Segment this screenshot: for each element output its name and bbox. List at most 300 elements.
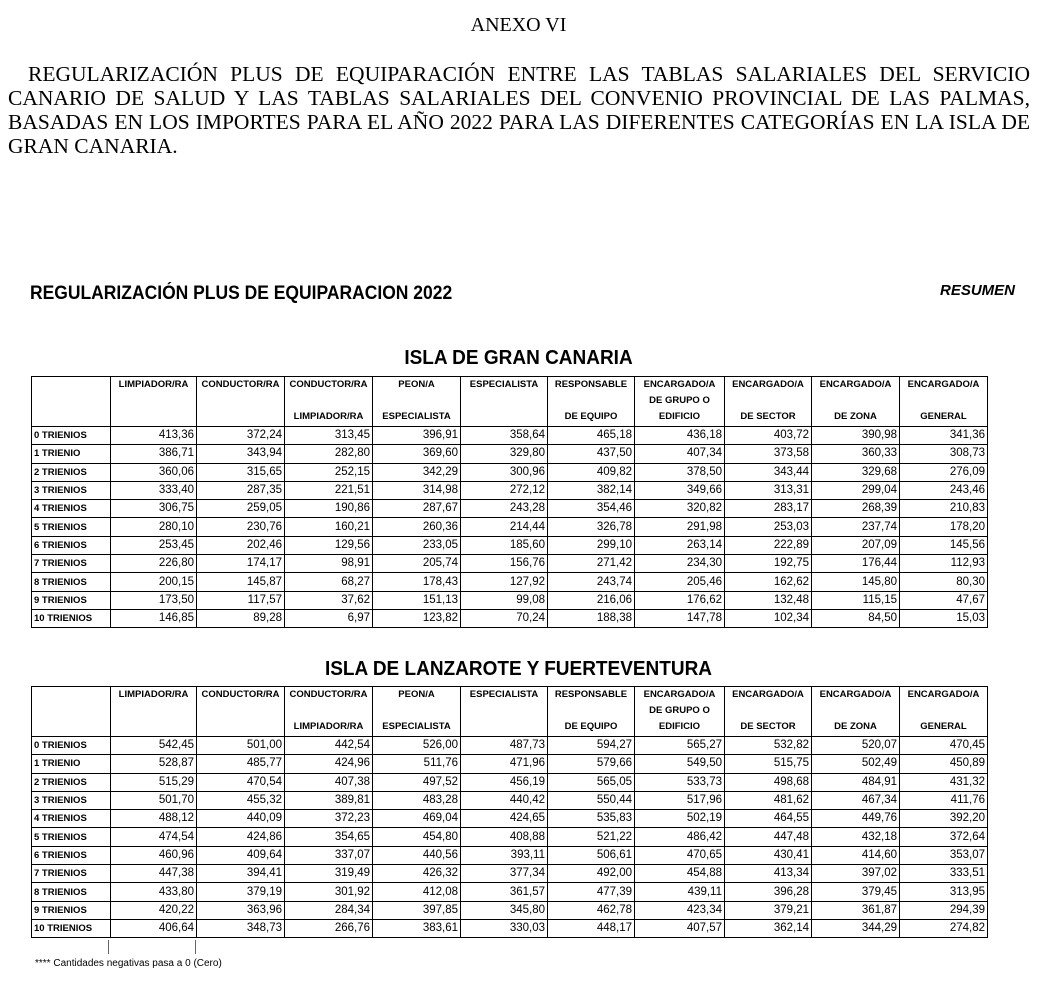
table-cell: 379,45 <box>812 883 900 901</box>
table-cell: 397,02 <box>812 865 900 883</box>
table-cell: 432,18 <box>812 828 900 846</box>
table-cell: 341,36 <box>900 427 988 445</box>
row-label: 1 TRIENIO <box>32 445 111 463</box>
column-header-line1: ENCARGADO/A <box>907 689 980 700</box>
table-cell: 145,56 <box>900 536 988 554</box>
table-cell: 379,19 <box>197 883 285 901</box>
table-cell: 462,78 <box>548 901 635 919</box>
table-row <box>32 919 988 937</box>
column-header-line1: CONDUCTOR/RA <box>201 689 280 700</box>
row-label: 4 TRIENIOS <box>32 810 111 828</box>
table-cell: 282,80 <box>285 445 373 463</box>
table-cell: 423,34 <box>635 901 725 919</box>
table-cell: 358,64 <box>461 427 548 445</box>
table-cell: 243,74 <box>548 573 635 591</box>
table-cell: 424,86 <box>197 828 285 846</box>
table-cell: 291,98 <box>635 518 725 536</box>
table-cell: 437,50 <box>548 445 635 463</box>
column-header-line2: LIMPIADOR/RA <box>293 411 364 422</box>
table-cell: 442,54 <box>285 737 373 755</box>
table-cell: 397,85 <box>373 901 461 919</box>
table-cell: 210,83 <box>900 500 988 518</box>
table-cell: 497,52 <box>373 773 461 791</box>
table-cell: 253,03 <box>725 518 812 536</box>
table-row <box>32 536 988 554</box>
table-cell: 178,43 <box>373 573 461 591</box>
table-cell: 406,64 <box>111 919 197 937</box>
table-cell: 226,80 <box>111 555 197 573</box>
column-header-line1: RESPONSABLE <box>554 689 628 700</box>
table-cell: 542,45 <box>111 737 197 755</box>
table-cell: 485,77 <box>197 755 285 773</box>
column-header <box>635 377 725 427</box>
column-header-line1: PEON/A <box>398 689 435 700</box>
table-cell: 455,32 <box>197 791 285 809</box>
table-cell: 315,65 <box>197 463 285 481</box>
table-cell: 354,65 <box>285 828 373 846</box>
table-cell: 393,11 <box>461 846 548 864</box>
table-lanzarote-fuerteventura <box>31 686 988 938</box>
table-cell: 283,17 <box>725 500 812 518</box>
table-cell: 386,71 <box>111 445 197 463</box>
table-cell: 174,17 <box>197 555 285 573</box>
table-cell: 454,80 <box>373 828 461 846</box>
table-row <box>32 445 988 463</box>
table-cell: 362,14 <box>725 919 812 937</box>
table-cell: 234,30 <box>635 555 725 573</box>
table-cell: 447,48 <box>725 828 812 846</box>
table-cell: 517,96 <box>635 791 725 809</box>
table-cell: 454,88 <box>635 865 725 883</box>
column-header <box>812 377 900 427</box>
table-cell: 440,56 <box>373 846 461 864</box>
table-row <box>32 828 988 846</box>
column-header-line1: ENCARGADO/A <box>732 689 804 700</box>
table-cell: 343,94 <box>197 445 285 463</box>
column-header-line1: PEON/A <box>398 379 435 390</box>
table-cell: 353,07 <box>900 846 988 864</box>
table-cell: 200,15 <box>111 573 197 591</box>
table-cell: 483,28 <box>373 791 461 809</box>
column-header-line2: DE EQUIPO <box>564 411 618 422</box>
table-cell: 465,18 <box>548 427 635 445</box>
table-cell: 436,18 <box>635 427 725 445</box>
table-cell: 252,15 <box>285 463 373 481</box>
table-cell: 68,27 <box>285 573 373 591</box>
column-header-line1: ENCARGADO/A <box>907 379 980 390</box>
divider <box>195 940 196 954</box>
row-label: 5 TRIENIOS <box>32 518 111 536</box>
column-header-line1: CONDUCTOR/RA <box>289 379 368 390</box>
row-label: 0 TRIENIOS <box>32 427 111 445</box>
table-cell: 84,50 <box>812 609 900 627</box>
table-cell: 460,96 <box>111 846 197 864</box>
table-cell: 348,73 <box>197 919 285 937</box>
table-cell: 319,49 <box>285 865 373 883</box>
table-cell: 47,67 <box>900 591 988 609</box>
column-header <box>373 377 461 427</box>
table-cell: 37,62 <box>285 591 373 609</box>
table-cell: 470,54 <box>197 773 285 791</box>
table-row <box>32 518 988 536</box>
table-cell: 329,80 <box>461 445 548 463</box>
header-row <box>32 687 988 737</box>
table-cell: 565,27 <box>635 737 725 755</box>
column-header-line2: DE ZONA <box>834 721 877 732</box>
table-row <box>32 609 988 627</box>
table-cell: 230,76 <box>197 518 285 536</box>
table-cell: 185,60 <box>461 536 548 554</box>
table-cell: 378,50 <box>635 463 725 481</box>
row-label: 5 TRIENIOS <box>32 828 111 846</box>
table-cell: 382,14 <box>548 481 635 499</box>
column-header-line2: EDIFICIO <box>658 721 701 732</box>
column-header <box>197 377 285 427</box>
column-header-line2: GENERAL <box>920 411 967 422</box>
table-cell: 433,80 <box>111 883 197 901</box>
column-header-line1: CONDUCTOR/RA <box>201 379 280 390</box>
table-title-lanzarote-fuerteventura: ISLA DE LANZAROTE Y FUERTEVENTURA <box>324 658 713 680</box>
table-cell: 360,33 <box>812 445 900 463</box>
column-header <box>548 377 635 427</box>
table-cell: 373,58 <box>725 445 812 463</box>
row-label: 1 TRIENIO <box>32 755 111 773</box>
column-header-line1: ENCARGADO/A <box>819 379 892 390</box>
table-cell: 313,31 <box>725 481 812 499</box>
table-cell: 486,42 <box>635 828 725 846</box>
table-cell: 202,46 <box>197 536 285 554</box>
table-cell: 343,44 <box>725 463 812 481</box>
column-header <box>285 687 373 737</box>
table-cell: 314,98 <box>373 481 461 499</box>
table-cell: 471,96 <box>461 755 548 773</box>
table-cell: 6,97 <box>285 609 373 627</box>
table-cell: 407,57 <box>635 919 725 937</box>
table-cell: 222,89 <box>725 536 812 554</box>
annex-heading: ANEXO VI <box>470 14 567 36</box>
table-cell: 117,57 <box>197 591 285 609</box>
table-cell: 515,75 <box>725 755 812 773</box>
column-header-line2: GENERAL <box>920 721 967 732</box>
table-cell: 127,92 <box>461 573 548 591</box>
row-label: 8 TRIENIOS <box>32 573 111 591</box>
table-cell: 263,14 <box>635 536 725 554</box>
row-label: 7 TRIENIOS <box>32 865 111 883</box>
table-cell: 448,17 <box>548 919 635 937</box>
table-cell: 411,76 <box>900 791 988 809</box>
table-cell: 337,07 <box>285 846 373 864</box>
table-gran-canaria <box>31 376 988 628</box>
table-cell: 372,24 <box>197 427 285 445</box>
row-label: 2 TRIENIOS <box>32 773 111 791</box>
table-cell: 521,22 <box>548 828 635 846</box>
column-header <box>285 377 373 427</box>
table-cell: 440,09 <box>197 810 285 828</box>
table-cell: 447,38 <box>111 865 197 883</box>
table-cell: 424,96 <box>285 755 373 773</box>
table-cell: 98,91 <box>285 555 373 573</box>
row-label: 9 TRIENIOS <box>32 901 111 919</box>
table-cell: 333,51 <box>900 865 988 883</box>
table-cell: 412,08 <box>373 883 461 901</box>
row-label: 8 TRIENIOS <box>32 883 111 901</box>
table-cell: 394,41 <box>197 865 285 883</box>
column-header-line2: DE SECTOR <box>740 721 796 732</box>
table-cell: 190,86 <box>285 500 373 518</box>
row-label: 0 TRIENIOS <box>32 737 111 755</box>
table-cell: 313,95 <box>900 883 988 901</box>
table-cell: 173,50 <box>111 591 197 609</box>
table-cell: 123,82 <box>373 609 461 627</box>
column-header-line2: LIMPIADOR/RA <box>293 721 364 732</box>
table-cell: 492,00 <box>548 865 635 883</box>
header-row <box>32 377 988 427</box>
table-cell: 342,29 <box>373 463 461 481</box>
table-cell: 363,96 <box>197 901 285 919</box>
column-header <box>635 687 725 737</box>
table-cell: 294,39 <box>900 901 988 919</box>
table-cell: 253,45 <box>111 536 197 554</box>
table-cell: 151,13 <box>373 591 461 609</box>
table-cell: 396,28 <box>725 883 812 901</box>
table-row <box>32 755 988 773</box>
table-cell: 469,04 <box>373 810 461 828</box>
table-cell: 243,28 <box>461 500 548 518</box>
table-cell: 532,82 <box>725 737 812 755</box>
column-header-line1: ESPECIALISTA <box>469 379 539 390</box>
table-cell: 372,64 <box>900 828 988 846</box>
table-cell: 80,30 <box>900 573 988 591</box>
table-cell: 431,32 <box>900 773 988 791</box>
table-cell: 147,78 <box>635 609 725 627</box>
table-row <box>32 591 988 609</box>
column-header <box>111 377 197 427</box>
column-header-line2: EDIFICIO <box>658 411 701 422</box>
table-cell: 354,46 <box>548 500 635 518</box>
table-cell: 420,22 <box>111 901 197 919</box>
table-cell: 392,20 <box>900 810 988 828</box>
table-cell: 313,45 <box>285 427 373 445</box>
table-cell: 259,05 <box>197 500 285 518</box>
table-cell: 528,87 <box>111 755 197 773</box>
table-cell: 330,03 <box>461 919 548 937</box>
table-cell: 145,87 <box>197 573 285 591</box>
table-cell: 413,34 <box>725 865 812 883</box>
row-label: 9 TRIENIOS <box>32 591 111 609</box>
row-label: 3 TRIENIOS <box>32 481 111 499</box>
table-cell: 464,55 <box>725 810 812 828</box>
table-cell: 308,73 <box>900 445 988 463</box>
table-cell: 216,06 <box>548 591 635 609</box>
row-label: 7 TRIENIOS <box>32 555 111 573</box>
table-cell: 506,61 <box>548 846 635 864</box>
table-row <box>32 737 988 755</box>
table-cell: 287,35 <box>197 481 285 499</box>
table-cell: 484,91 <box>812 773 900 791</box>
table-cell: 214,44 <box>461 518 548 536</box>
table-row <box>32 901 988 919</box>
table-cell: 360,06 <box>111 463 197 481</box>
table-cell: 439,11 <box>635 883 725 901</box>
main-title: REGULARIZACIÓN PLUS DE EQUIPARACION 2022 <box>30 283 453 304</box>
table-cell: 162,62 <box>725 573 812 591</box>
table-cell: 377,34 <box>461 865 548 883</box>
table-row <box>32 810 988 828</box>
table-cell: 132,48 <box>725 591 812 609</box>
table-cell: 430,41 <box>725 846 812 864</box>
table-cell: 361,57 <box>461 883 548 901</box>
table-cell: 389,81 <box>285 791 373 809</box>
row-label: 2 TRIENIOS <box>32 463 111 481</box>
column-header-line1: ENCARGADO/A DE GRUPO O <box>643 379 716 406</box>
table-row <box>32 791 988 809</box>
table-cell: 70,24 <box>461 609 548 627</box>
table-row <box>32 883 988 901</box>
table-cell: 271,42 <box>548 555 635 573</box>
table-cell: 89,28 <box>197 609 285 627</box>
table-cell: 498,68 <box>725 773 812 791</box>
table-cell: 178,20 <box>900 518 988 536</box>
table-cell: 450,89 <box>900 755 988 773</box>
table-cell: 409,64 <box>197 846 285 864</box>
column-header <box>725 377 812 427</box>
row-label: 6 TRIENIOS <box>32 846 111 864</box>
table-cell: 345,80 <box>461 901 548 919</box>
table-cell: 396,91 <box>373 427 461 445</box>
column-header-line2: DE SECTOR <box>740 411 796 422</box>
column-header <box>111 687 197 737</box>
table-cell: 426,32 <box>373 865 461 883</box>
column-header-line1: ENCARGADO/A DE GRUPO O <box>643 689 716 716</box>
table-row <box>32 865 988 883</box>
table-cell: 243,46 <box>900 481 988 499</box>
table-title-gran-canaria: ISLA DE GRAN CANARIA <box>404 347 633 369</box>
table-cell: 390,98 <box>812 427 900 445</box>
column-header-line2: DE EQUIPO <box>564 721 618 732</box>
table-cell: 407,38 <box>285 773 373 791</box>
column-header <box>900 377 988 427</box>
column-header <box>373 687 461 737</box>
table-row <box>32 427 988 445</box>
table-cell: 266,76 <box>285 919 373 937</box>
table-cell: 188,38 <box>548 609 635 627</box>
table-cell: 233,05 <box>373 536 461 554</box>
table-cell: 565,05 <box>548 773 635 791</box>
table-cell: 440,42 <box>461 791 548 809</box>
table-row <box>32 773 988 791</box>
table-cell: 474,54 <box>111 828 197 846</box>
column-header-line2: ESPECIALISTA <box>382 721 451 732</box>
table-cell: 361,87 <box>812 901 900 919</box>
table-cell: 207,09 <box>812 536 900 554</box>
row-label: 4 TRIENIOS <box>32 500 111 518</box>
column-header-line1: RESPONSABLE <box>554 379 628 390</box>
resumen-label: RESUMEN <box>940 282 1016 299</box>
table-cell: 268,39 <box>812 500 900 518</box>
table-cell: 260,36 <box>373 518 461 536</box>
table-cell: 470,65 <box>635 846 725 864</box>
table-cell: 156,76 <box>461 555 548 573</box>
column-header-line1: ESPECIALISTA <box>469 689 539 700</box>
table-row <box>32 846 988 864</box>
table-cell: 276,09 <box>900 463 988 481</box>
table-cell: 449,76 <box>812 810 900 828</box>
table-cell: 501,00 <box>197 737 285 755</box>
header-empty <box>32 377 111 427</box>
table-cell: 274,82 <box>900 919 988 937</box>
table-cell: 192,75 <box>725 555 812 573</box>
table-cell: 533,73 <box>635 773 725 791</box>
table-row <box>32 463 988 481</box>
table-cell: 526,00 <box>373 737 461 755</box>
table-cell: 456,19 <box>461 773 548 791</box>
table-cell: 280,10 <box>111 518 197 536</box>
table-cell: 205,74 <box>373 555 461 573</box>
table-cell: 379,21 <box>725 901 812 919</box>
table-cell: 549,50 <box>635 755 725 773</box>
column-header <box>461 687 548 737</box>
footnote: **** Cantidades negativas pasa a 0 (Cero) <box>35 958 222 969</box>
table-cell: 414,60 <box>812 846 900 864</box>
table-cell: 333,40 <box>111 481 197 499</box>
table-cell: 112,93 <box>900 555 988 573</box>
table-cell: 413,36 <box>111 427 197 445</box>
table-cell: 481,62 <box>725 791 812 809</box>
table-cell: 99,08 <box>461 591 548 609</box>
table-cell: 300,96 <box>461 463 548 481</box>
table-cell: 221,51 <box>285 481 373 499</box>
table-cell: 550,44 <box>548 791 635 809</box>
table-cell: 511,76 <box>373 755 461 773</box>
table-cell: 594,27 <box>548 737 635 755</box>
table-cell: 176,62 <box>635 591 725 609</box>
table-cell: 579,66 <box>548 755 635 773</box>
table-row <box>32 573 988 591</box>
table-cell: 145,80 <box>812 573 900 591</box>
table-cell: 146,85 <box>111 609 197 627</box>
table-row <box>32 555 988 573</box>
column-header <box>900 687 988 737</box>
table-cell: 115,15 <box>812 591 900 609</box>
column-header-line1: ENCARGADO/A <box>732 379 804 390</box>
column-header-line1: ENCARGADO/A <box>819 689 892 700</box>
table-cell: 344,29 <box>812 919 900 937</box>
intro-paragraph: REGULARIZACIÓN PLUS DE EQUIPARACIÓN ENTRE LAS TABLAS SALARIALES DEL SERVICIO CANARIO DE SALUD Y LAS TABLAS SALARIALES DEL CONVENIO PROVINCIAL DE LAS PALMAS, BASADAS EN LOS IMPORTES PARA EL AÑO 2022 PARA LAS DIFERENTES CATEGORÍAS EN LA ISLA DE GRAN CANARIA. <box>8 62 1030 158</box>
table-cell: 409,82 <box>548 463 635 481</box>
table-cell: 287,67 <box>373 500 461 518</box>
table-cell: 237,74 <box>812 518 900 536</box>
column-header <box>548 687 635 737</box>
table-cell: 535,83 <box>548 810 635 828</box>
column-header-line2: DE ZONA <box>834 411 877 422</box>
table-cell: 299,04 <box>812 481 900 499</box>
table-cell: 160,21 <box>285 518 373 536</box>
row-label: 10 TRIENIOS <box>32 609 111 627</box>
column-header <box>812 687 900 737</box>
table-cell: 515,29 <box>111 773 197 791</box>
table-cell: 299,10 <box>548 536 635 554</box>
column-header-line1: LIMPIADOR/RA <box>118 689 189 700</box>
table-cell: 369,60 <box>373 445 461 463</box>
table-cell: 487,73 <box>461 737 548 755</box>
table-cell: 502,19 <box>635 810 725 828</box>
table-row <box>32 481 988 499</box>
table-cell: 129,56 <box>285 536 373 554</box>
column-header <box>461 377 548 427</box>
table-cell: 176,44 <box>812 555 900 573</box>
table-cell: 15,03 <box>900 609 988 627</box>
table-cell: 205,46 <box>635 573 725 591</box>
